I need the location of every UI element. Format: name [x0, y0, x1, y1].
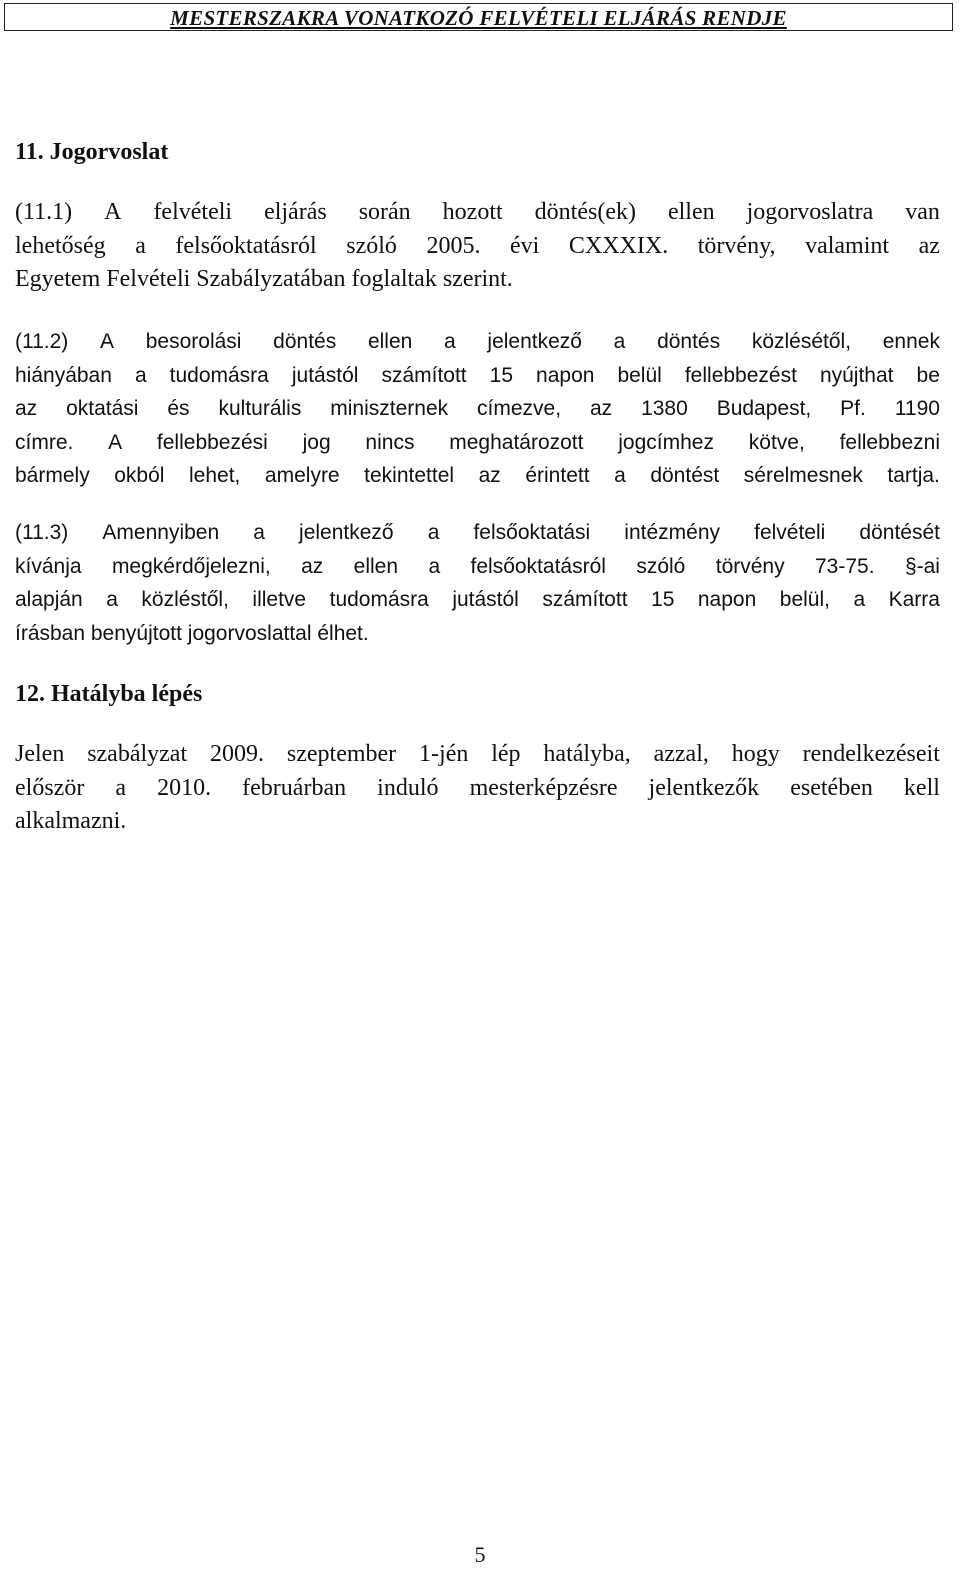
paragraph-line: (11.3) Amennyiben a jelentkező a felsőoktatási intézmény felvételi döntését [15, 521, 940, 544]
paragraph-line: kívánja megkérdőjelezni, az ellen a felsőoktatásról szóló törvény 73-75. §-ai [15, 554, 940, 578]
paragraph-line: írásban benyújtott jogorvoslattal élhet. [15, 621, 369, 645]
paragraph-11-3 [15, 516, 940, 650]
header-title: MESTERSZAKRA VONATKOZÓ FELVÉTELI ELJÁRÁS RENDJE [170, 6, 787, 30]
section-12-heading: 12. Hatályba lépés [15, 681, 203, 707]
paragraph-line: Jelen szabályzat 2009. szeptember 1-jén lép hatályba, azzal, hogy rendelkezéseit [15, 741, 940, 767]
paragraph-line: alapján a közléstől, illetve tudomásra jutástól számított 15 napon belül, a Karra [15, 588, 940, 611]
page-number: 5 [474, 1542, 486, 1567]
paragraph-line: Egyetem Felvételi Szabályzatában foglaltak szerint. [15, 266, 513, 292]
page-header [4, 3, 953, 31]
paragraph-12-1 [15, 738, 940, 839]
paragraph-line: bármely okból lehet, amelyre tekintettel az érintett a döntést sérelmesnek tartja. [15, 464, 940, 487]
paragraph-line: hiányában a tudomásra jutástól számított 15 napon belül fellebbezést nyújthat be [15, 363, 940, 387]
paragraph-line: az oktatási és kulturális miniszternek címezve, az 1380 Budapest, Pf. 1190 [15, 397, 940, 420]
paragraph-line: először a 2010. februárban induló mesterképzésre jelentkezők esetében kell [15, 774, 940, 801]
section-11-heading: 11. Jogorvoslat [15, 139, 169, 165]
paragraph-line: lehetőség a felsőoktatásról szóló 2005. évi CXXXIX. törvény, valamint az [15, 232, 940, 259]
paragraph-line: (11.2) A besorolási döntés ellen a jelentkező a döntés közlésétől, ennek [15, 330, 940, 353]
paragraph-line: címre. A fellebbezési jog nincs meghatározott jogcímhez kötve, fellebbezni [15, 430, 940, 454]
paragraph-11-1 [15, 196, 940, 297]
paragraph-line: (11.1) A felvételi eljárás során hozott döntés(ek) ellen jogorvoslatra van [15, 199, 940, 225]
paragraph-line: alkalmazni. [15, 808, 127, 834]
paragraph-11-2 [15, 325, 940, 493]
